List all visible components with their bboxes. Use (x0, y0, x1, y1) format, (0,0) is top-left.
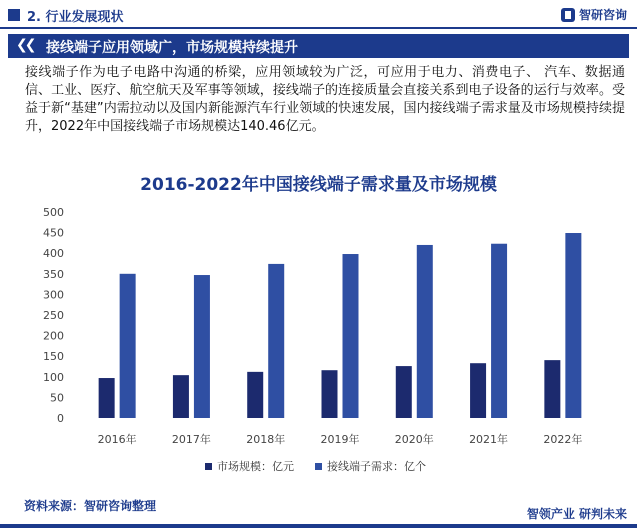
y-tick-label: 250 (43, 309, 64, 322)
x-tick-label: 2017年 (171, 433, 211, 446)
top-bar (0, 0, 637, 30)
y-tick-label: 500 (43, 206, 64, 219)
legend-swatch (205, 463, 212, 470)
brand-name: 智研咨询 (578, 8, 627, 22)
y-tick-label: 350 (43, 267, 64, 281)
brand (561, 6, 627, 23)
footer-rule (0, 524, 637, 528)
bar-demand (120, 274, 136, 418)
brand-logo-icon (561, 8, 575, 22)
banner-title: 接线端子应用领域广，市场规模持续提升 (46, 40, 298, 56)
x-tick-label: 2021年 (469, 433, 509, 446)
bar-demand (194, 275, 210, 418)
bar-demand (268, 264, 284, 418)
header-rule (0, 27, 637, 29)
y-tick-label: 400 (43, 247, 64, 261)
y-tick-label: 100 (43, 370, 64, 384)
headline-banner (8, 34, 629, 58)
x-tick-label: 2022年 (543, 433, 583, 446)
x-tick-label: 2018年 (246, 433, 286, 446)
x-tick-label: 2019年 (320, 433, 360, 446)
section-title: 2. 行业发展现状 (27, 10, 124, 25)
source-note: 资料来源：智研咨询整理 (24, 499, 157, 513)
footer-slogan: 智领产业 研判未来 (526, 507, 627, 521)
bar-market-size (322, 370, 338, 418)
bar-market-size (247, 372, 263, 418)
section-marker-icon (8, 9, 20, 21)
y-tick-label: 0 (57, 412, 64, 425)
bar-chart (0, 200, 637, 490)
bar-market-size (396, 366, 412, 418)
y-tick-label: 200 (43, 329, 64, 343)
double-chevron-icon: ❮❮ (16, 37, 34, 53)
chart-title: 2016-2022年中国接线端子需求量及市场规模 (140, 175, 497, 195)
body-paragraph: 接线端子作为电子电路中沟通的桥梁，应用领域较为广泛，可应用于电力、消费电子、 汽车、数据通信、工业、医疗、航空航天及军事等领域，接线端子的连接质量会直接关系到电子设备的运行与效率。受益于新“基建”内需拉动以及国内新能源汽车行业领域的快速发展，国内接线端子需求量及市场规模持续提升，2022年中国接线端子市场规模达140.46亿元。 (25, 65, 625, 134)
legend-label: 接线端子需求：亿个 (327, 460, 426, 473)
bar-market-size (544, 360, 560, 418)
bar-demand (417, 245, 433, 418)
y-tick-label: 450 (43, 226, 64, 240)
bar-market-size (173, 375, 189, 418)
legend-swatch (315, 463, 322, 470)
y-tick-label: 300 (43, 288, 64, 302)
bar-demand (565, 233, 581, 418)
bar-demand (491, 244, 507, 418)
bar-market-size (470, 363, 486, 418)
legend-label: 市场规模：亿元 (217, 460, 294, 473)
y-tick-label: 50 (50, 391, 64, 405)
bar-market-size (99, 378, 115, 418)
bar-demand (343, 254, 359, 418)
x-tick-label: 2020年 (394, 433, 434, 446)
x-tick-label: 2016年 (97, 433, 137, 446)
y-tick-label: 150 (43, 350, 64, 364)
